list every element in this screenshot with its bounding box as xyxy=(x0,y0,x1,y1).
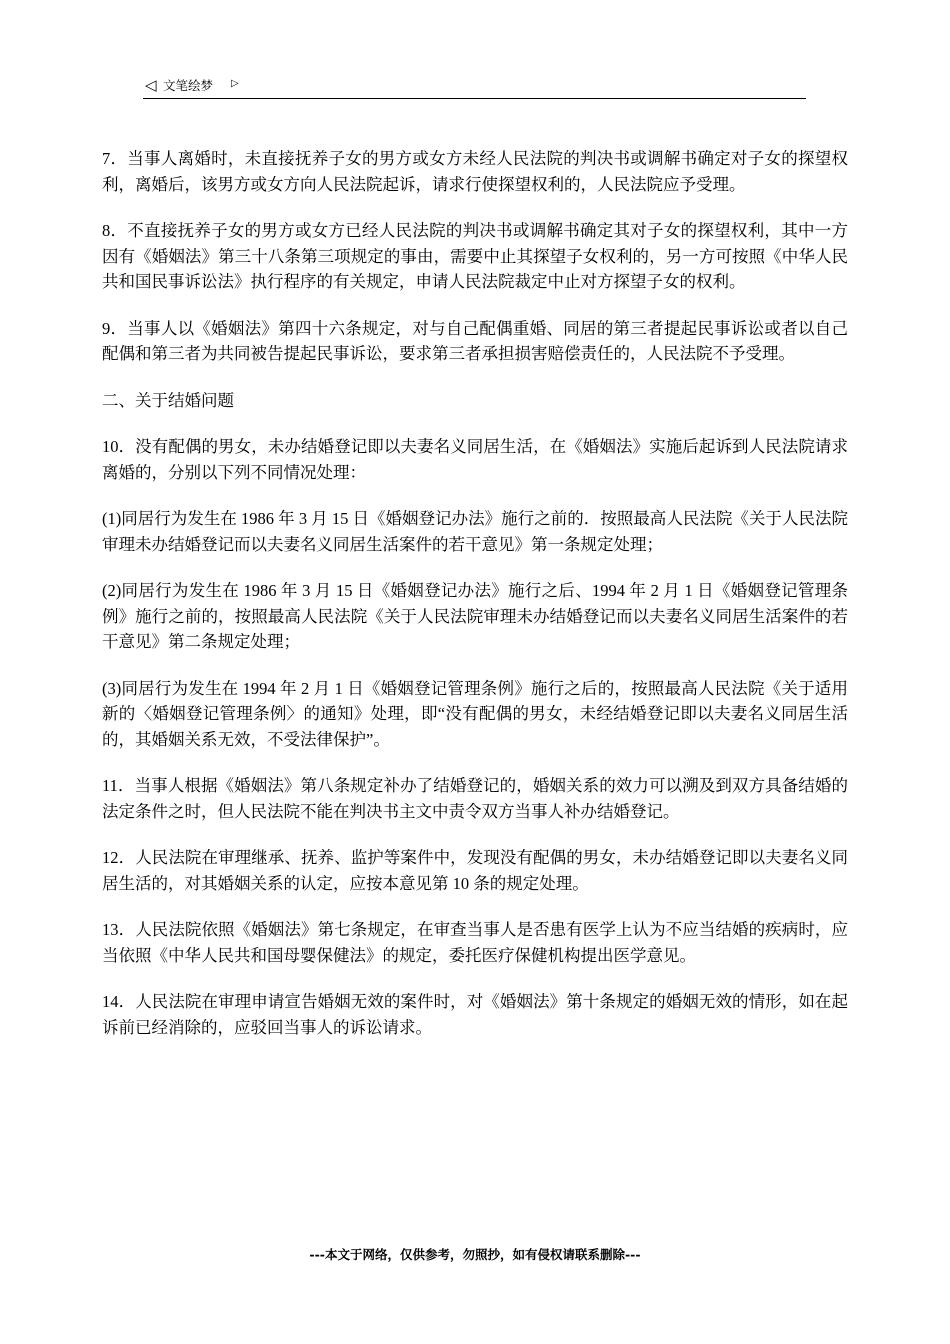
paragraph-10-item-3: (3)同居行为发生在 1994 年 2 月 1 日《婚姻登记管理条例》施行之后的，按照最高人民法院《关于适用新的〈婚姻登记管理条例〉的通知》处理，即“没有配偶的男女，未经结婚登记即以夫妻名义同居生活的，其婚姻关系无效，不受法律保护”。 xyxy=(102,678,848,749)
section-heading-marriage: 二、关于结婚问题 xyxy=(102,390,234,410)
paragraph-10: 10．没有配偶的男女，未办结婚登记即以夫妻名义同居生活，在《婚姻法》实施后起诉到人民法院请求离婚的，分别以下列不同情况处理： xyxy=(102,437,848,482)
paragraph-11: 11．当事人根据《婚姻法》第八条规定补办了结婚登记的，婚姻关系的效力可以溯及到双方具备结婚的法定条件之时，但人民法院不能在判决书主文中责令双方当事人补办结婚登记。 xyxy=(102,776,848,821)
paragraph-9: 9．当事人以《婚姻法》第四十六条规定，对与自己配偶重婚、同居的第三者提起民事诉讼或者以自己配偶和第三者为共同被告提起民事诉讼，要求第三者承担损害赔偿责任的，人民法院不予受理。 xyxy=(102,318,848,363)
paragraph-10-item-1: (1)同居行为发生在 1986 年 3 月 15 日《婚姻登记办法》施行之前的．按照最高人民法院《关于人民法院审理未办结婚登记而以夫妻名义同居生活案件的若干意见》第一条规定处理； xyxy=(102,509,848,554)
page-header xyxy=(143,74,806,99)
paragraph-10-item-2: (2)同居行为发生在 1986 年 3 月 15 日《婚姻登记办法》施行之后、1994 年 2 月 1 日《婚姻登记管理条例》施行之前的，按照最高人民法院《关于人民法院审理未办结婚登记而以夫妻名义同居生活案件的若干意见》第二条规定处理； xyxy=(102,581,848,651)
page-footer: ---本文于网络，仅供参考，勿照抄，如有侵权请联系删除--- xyxy=(309,1247,641,1262)
paragraph-12: 12．人民法院在审理继承、抚养、监护等案件中，发现没有配偶的男女，未办结婚登记即以夫妻名义同居生活的，对其婚姻关系的认定，应按本意见第 10 条的规定处理。 xyxy=(102,848,848,893)
paragraph-13: 13．人民法院依照《婚姻法》第七条规定，在审查当事人是否患有医学上认为不应当结婚的疾病时，应当依照《中华人民共和国母婴保健法》的规定，委托医疗保健机构提出医学意见。 xyxy=(102,920,848,965)
left-triangle-icon: ◁ xyxy=(145,76,157,94)
paragraph-8: 8．不直接抚养子女的男方或女方已经人民法院的判决书或调解书确定其对子女的探望权利，其中一方因有《婚姻法》第三十八条第三项规定的事由，需要中止其探望子女权利的，另一方可按照《中华人民共和国民事诉讼法》执行程序的有关规定，申请人民法院裁定中止对方探望子女的权利。 xyxy=(102,221,848,291)
paragraph-7: 7．当事人离婚时，未直接抚养子女的男方或女方未经人民法院的判决书或调解书确定对子女的探望权利，离婚后，该男方或女方向人民法院起诉，请求行使探望权利的，人民法院应予受理。 xyxy=(102,149,848,194)
header-brand: 文笔绘梦 xyxy=(163,78,214,93)
document-body xyxy=(102,146,848,1061)
right-triangle-icon: ▷ xyxy=(231,78,239,89)
paragraph-14: 14．人民法院在审理申请宣告婚姻无效的案件时，对《婚姻法》第十条规定的婚姻无效的情形，如在起诉前已经消除的，应驳回当事人的诉讼请求。 xyxy=(102,992,848,1037)
